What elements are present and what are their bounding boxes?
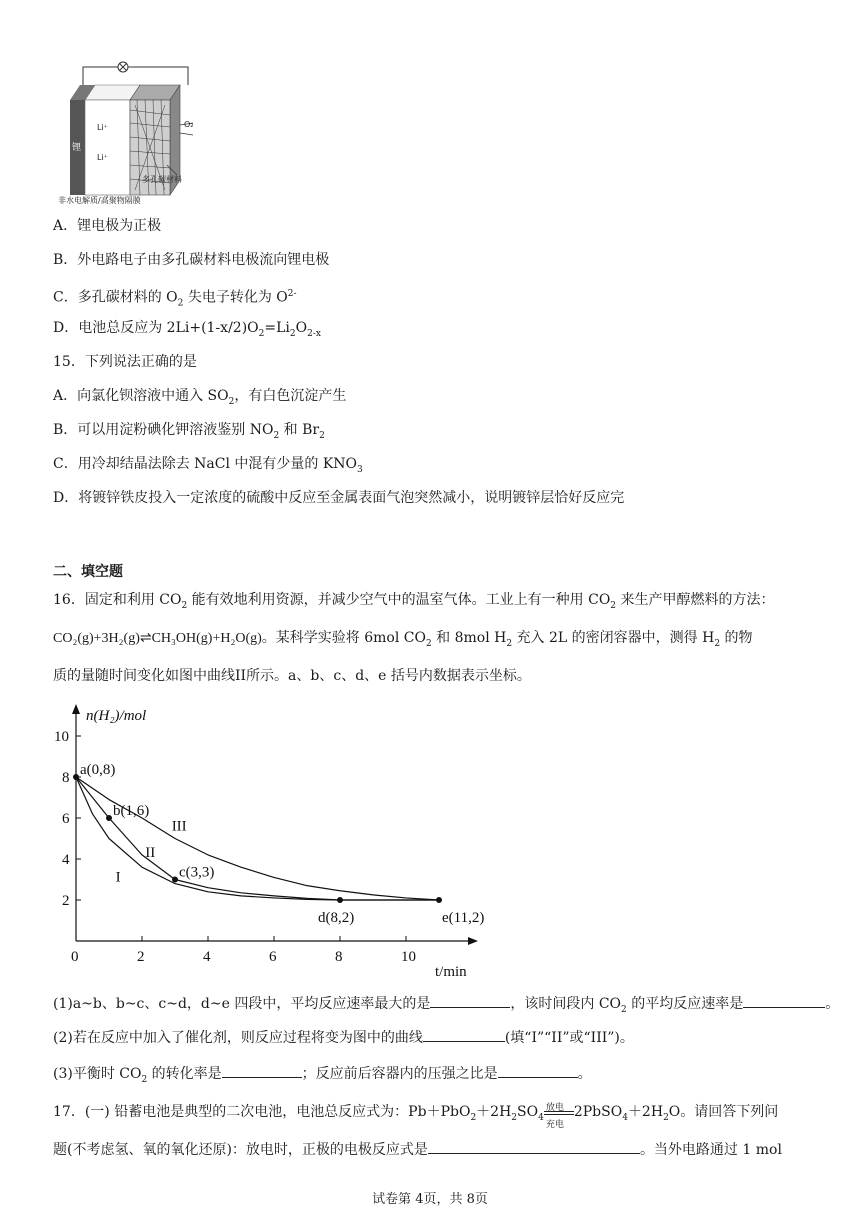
data-point xyxy=(172,877,178,883)
q16-sub-1: (1)a~b、b~c、c~d，d~e 四段中，平均反应速率最大的是 ，该时间段内 $CO_2$ 的平均反应速率是 。 xyxy=(53,996,840,1015)
q15-option-b: B．可以用淀粉碘化钾溶液鉴别 $NO_2$ 和 $Br_2$ xyxy=(53,422,325,441)
q14-option-a: A．锂电极为正极 xyxy=(53,218,162,234)
data-point xyxy=(337,897,343,903)
data-point xyxy=(436,897,442,903)
q14-option-b: B．外电路电子由多孔碳材料电极流向锂电极 xyxy=(53,252,330,268)
q15-option-d: D．将镀锌铁皮投入一定浓度的硫酸中反应至金属表面气泡突然减小，说明镀锌层恰好反应完 xyxy=(53,490,625,506)
curve-ii xyxy=(76,777,439,900)
section-title: 二、填空题 xyxy=(53,564,123,580)
x-tick-label: 4 xyxy=(203,949,211,965)
y-tick-label: 6 xyxy=(62,811,70,827)
point-label: c(3,3) xyxy=(179,864,215,881)
curve-i xyxy=(76,777,439,900)
q16-line-2: CO₂(g)+3H₂(g)⇌CH₃OH(g)+H₂O(g)。某科学实验将 6mol $CO_2$ 和 8mol $H_2$ 充入 2L 的密闭容器中，测得 $H_2$ 的物 xyxy=(53,630,753,649)
x-tick-label: 10 xyxy=(401,949,416,965)
ion-label-2: Li⁺ xyxy=(97,153,108,162)
y-axis-label: n(H₂)/mol xyxy=(86,708,147,724)
q15-stem: 15．下列说法正确的是 xyxy=(53,354,197,370)
page-footer: 试卷第 4页，共 8页 xyxy=(372,1192,488,1207)
point-label: e(11,2) xyxy=(442,910,485,926)
reversible-arrow: 放电 充电 xyxy=(544,1102,574,1122)
q14-option-d: D．电池总反应为 $2Li+(1-x/2)O_2=Li_2O_{2-x}$ xyxy=(53,320,321,339)
y-tick-label: 10 xyxy=(54,729,69,745)
q15-option-a: A．向氯化钡溶液中通入 $SO_2$，有白色沉淀产生 xyxy=(53,388,347,407)
answer-blank[interactable] xyxy=(423,1029,505,1042)
answer-blank[interactable] xyxy=(743,995,825,1008)
h2-amount-chart xyxy=(40,700,490,985)
x-axis-label: t/min xyxy=(435,964,467,980)
answer-blank[interactable] xyxy=(498,1065,578,1078)
data-point xyxy=(106,815,112,821)
electrolyte-region xyxy=(85,100,130,195)
point-label: d(8,2) xyxy=(318,910,355,926)
membrane-label: 非水电解质/高聚物隔膜 xyxy=(58,196,141,205)
q16-line-1: 16．固定和利用 $CO_2$ 能有效地利用资源，并减少空气中的温室气体。工业上有一种用 $CO_2$ 来生产甲醇燃料的方法： xyxy=(53,592,775,611)
x-tick-label: 2 xyxy=(137,949,145,965)
x-axis-arrow xyxy=(468,937,478,945)
answer-blank[interactable] xyxy=(428,1141,640,1154)
y-tick-label: 8 xyxy=(62,770,70,786)
point-label: a(0,8) xyxy=(80,762,116,778)
battery-figure xyxy=(55,55,215,205)
curve-iii xyxy=(76,777,439,900)
q17-line-2: 题(不考虑氢、氧的氧化还原)：放电时，正极的电极反应式是 。当外电路通过 1 mol xyxy=(53,1142,782,1158)
x-tick-label: 8 xyxy=(335,949,343,965)
point-label: b(1,6) xyxy=(113,803,150,819)
q14-option-c: C．多孔碳材料的 $O_2$ 失电子转化为 $O^{2-}$ xyxy=(53,289,297,309)
answer-blank[interactable] xyxy=(430,995,510,1008)
curve-label: I xyxy=(115,869,121,886)
lithium-label: 锂 xyxy=(72,143,82,153)
reaction-equation: CO₂(g)+3H₂(g)⇌CH₃OH(g)+H₂O(g) xyxy=(53,631,262,646)
q15-option-c: C．用冷却结晶法除去 NaCl 中混有少量的 $KNO_3$ xyxy=(53,456,363,475)
q16-sub-3: (3)平衡时 $CO_2$ 的转化率是 ；反应前后容器内的压强之比是 。 xyxy=(53,1066,592,1085)
curve-label: III xyxy=(171,818,187,835)
y-tick-label: 2 xyxy=(62,893,70,909)
y-axis-arrow xyxy=(72,704,80,714)
x-tick-label: 0 xyxy=(71,949,79,965)
q17-line-1: 17．(一) 铅蓄电池是典型的二次电池，电池总反应式为：$Pb+PbO_2+2H_2SO_4$ 放电 充电 $2PbSO_4+2H_2O$。请回答下列问 xyxy=(53,1103,779,1130)
q16-sub-2: (2)若在反应中加入了催化剂，则反应过程将变为图中的曲线 (填“I”“II”或“III”)。 xyxy=(53,1030,634,1046)
data-point xyxy=(73,774,79,780)
ion-label-1: Li⁺ xyxy=(97,123,108,132)
o2-label: O₂ xyxy=(184,120,194,129)
y-tick-label: 4 xyxy=(62,852,70,868)
x-tick-label: 6 xyxy=(269,949,277,965)
q16-line-3: 质的量随时间变化如图中曲线II所示。a、b、c、d、e 括号内数据表示坐标。 xyxy=(53,668,531,684)
carbon-material-label: 多孔碳材料 xyxy=(142,175,182,184)
answer-blank[interactable] xyxy=(222,1065,302,1078)
curve-label: II xyxy=(145,844,156,861)
